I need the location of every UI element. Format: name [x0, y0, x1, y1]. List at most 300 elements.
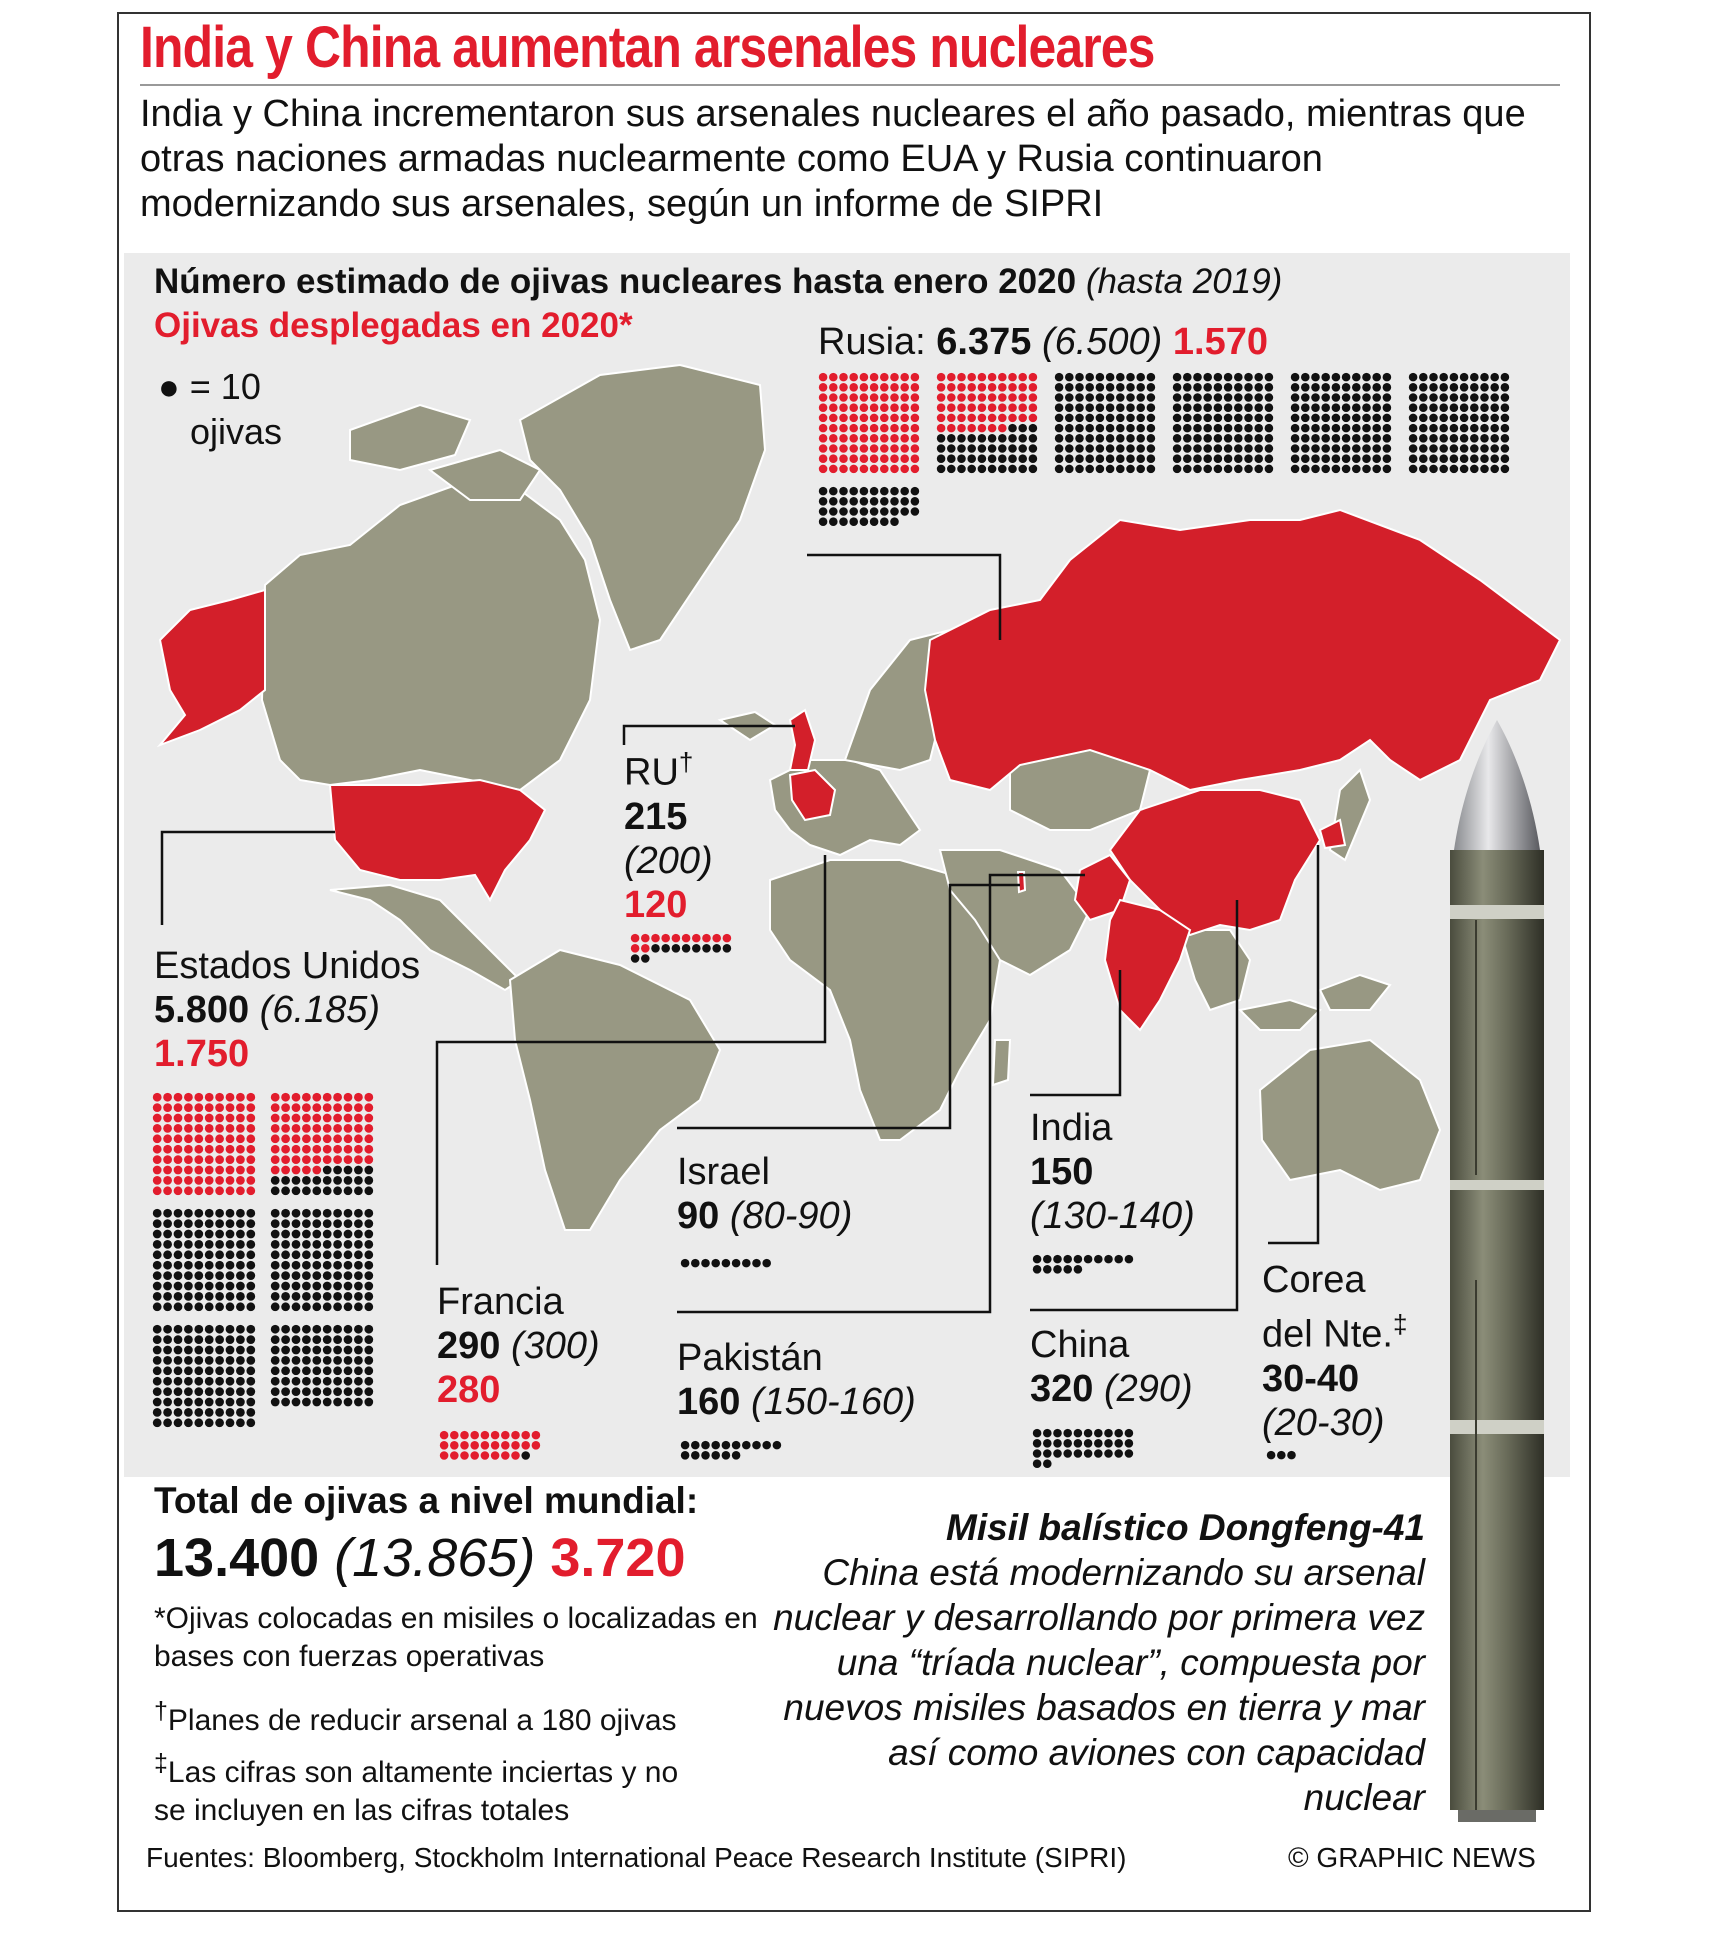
- warhead-dot-russia: [911, 403, 920, 412]
- warhead-dot-russia: [880, 487, 889, 496]
- warhead-dot-usa: [194, 1166, 203, 1175]
- warhead-dot-usa: [271, 1282, 280, 1291]
- warhead-dot-usa: [354, 1103, 363, 1112]
- warhead-dot-russia: [890, 465, 899, 474]
- warhead-dot-russia: [1008, 414, 1017, 423]
- warhead-dot-usa: [271, 1302, 280, 1311]
- warhead-dot-usa: [205, 1282, 214, 1291]
- warhead-dot-china: [1125, 1429, 1134, 1438]
- warhead-dot-usa: [205, 1398, 214, 1407]
- warhead-dot-pakistan: [681, 1451, 690, 1460]
- warhead-dot-usa: [312, 1093, 321, 1102]
- warhead-dot-usa: [344, 1176, 353, 1185]
- totals-label: Total de ojivas a nivel mundial:: [154, 1480, 699, 1521]
- warhead-dot-france: [491, 1431, 500, 1440]
- warhead-dot-usa: [271, 1271, 280, 1280]
- warhead-dot-usa: [236, 1408, 245, 1417]
- warhead-dot-russia: [1439, 414, 1448, 423]
- warhead-dot-usa: [153, 1398, 162, 1407]
- warhead-dot-russia: [1311, 393, 1320, 402]
- warhead-dot-usa: [163, 1240, 172, 1249]
- warhead-dot-usa: [246, 1418, 255, 1427]
- warhead-dot-usa: [153, 1166, 162, 1175]
- warhead-dot-russia: [1460, 383, 1469, 392]
- warhead-dot-russia: [890, 373, 899, 382]
- warhead-dot-usa: [194, 1271, 203, 1280]
- warhead-dot-russia: [911, 434, 920, 443]
- warhead-dot-russia: [911, 373, 920, 382]
- warhead-dot-usa: [354, 1335, 363, 1344]
- warhead-dot-russia: [947, 424, 956, 433]
- warhead-dot-usa: [246, 1302, 255, 1311]
- warhead-dot-usa: [312, 1114, 321, 1123]
- warhead-dot-russia: [1183, 434, 1192, 443]
- warhead-dot-usa: [174, 1103, 183, 1112]
- warhead-dot-usa: [205, 1124, 214, 1133]
- warhead-dot-usa: [333, 1114, 342, 1123]
- warhead-dot-usa: [292, 1335, 301, 1344]
- warhead-dot-russia: [1234, 414, 1243, 423]
- warhead-dot-russia: [1265, 403, 1274, 412]
- warhead-dot-russia: [1429, 444, 1438, 453]
- warhead-dot-russia: [819, 424, 828, 433]
- warhead-dot-pakistan: [711, 1441, 720, 1450]
- warhead-dot-usa: [344, 1155, 353, 1164]
- warhead-dot-pakistan: [691, 1441, 700, 1450]
- warhead-dot-russia: [1265, 383, 1274, 392]
- warhead-dot-russia: [839, 454, 848, 463]
- warhead-dot-russia: [1254, 465, 1263, 474]
- warhead-dot-usa: [323, 1219, 332, 1228]
- warhead-dot-usa: [271, 1230, 280, 1239]
- warhead-dot-russia: [1332, 465, 1341, 474]
- warhead-dot-russia: [1301, 454, 1310, 463]
- warhead-dot-usa: [302, 1335, 311, 1344]
- warhead-dot-pakistan: [691, 1451, 700, 1460]
- warhead-dot-russia: [967, 444, 976, 453]
- warhead-dot-russia: [1372, 383, 1381, 392]
- warhead-dot-russia: [1254, 454, 1263, 463]
- warhead-dot-usa: [153, 1292, 162, 1301]
- warhead-dot-usa: [302, 1377, 311, 1386]
- warhead-dot-russia: [1018, 414, 1027, 423]
- warhead-dot-russia: [900, 373, 909, 382]
- warhead-dot-india: [1043, 1255, 1052, 1264]
- warhead-dot-usa: [236, 1387, 245, 1396]
- warhead-dot-russia: [1126, 373, 1135, 382]
- warhead-dot-usa: [246, 1134, 255, 1143]
- warhead-dot-russia: [1075, 403, 1084, 412]
- warhead-dot-usa: [323, 1093, 332, 1102]
- warhead-dot-russia: [1085, 414, 1094, 423]
- warhead-dot-usa: [246, 1387, 255, 1396]
- warhead-dot-china: [1033, 1449, 1042, 1458]
- warhead-dot-russia: [1501, 424, 1510, 433]
- warhead-dot-russia: [978, 454, 987, 463]
- warhead-dot-usa: [174, 1186, 183, 1195]
- warhead-dot-russia: [1136, 454, 1145, 463]
- warhead-dot-usa: [184, 1176, 193, 1185]
- warhead-dot-usa: [246, 1377, 255, 1386]
- warhead-dot-russia: [819, 393, 828, 402]
- warhead-dot-usa: [184, 1124, 193, 1133]
- warhead-dot-usa: [302, 1219, 311, 1228]
- warhead-dot-russia: [1254, 373, 1263, 382]
- warhead-dot-russia: [957, 434, 966, 443]
- warhead-dot-usa: [312, 1261, 321, 1270]
- warhead-dot-usa: [226, 1250, 235, 1259]
- warhead-dot-russia: [860, 497, 869, 506]
- warhead-dot-usa: [354, 1209, 363, 1218]
- warhead-dot-russia: [880, 434, 889, 443]
- sources: Fuentes: Bloomberg, Stockholm International Peace Research Institute (SIPRI): [146, 1842, 1127, 1873]
- warhead-dot-russia: [890, 434, 899, 443]
- warhead-dot-russia: [1096, 465, 1105, 474]
- warhead-dot-usa: [281, 1335, 290, 1344]
- warhead-dot-russia: [1480, 373, 1489, 382]
- warhead-dot-russia: [1136, 434, 1145, 443]
- warhead-dot-usa: [271, 1250, 280, 1259]
- label-china: China 320 (290): [1030, 1324, 1193, 1410]
- warhead-dot-usa: [323, 1335, 332, 1344]
- warhead-dot-usa: [364, 1155, 373, 1164]
- warhead-dot-russia: [1029, 393, 1038, 402]
- warhead-dot-usa: [194, 1377, 203, 1386]
- warhead-dot-india: [1063, 1265, 1072, 1274]
- warhead-dot-russia: [819, 403, 828, 412]
- warhead-dot-usa: [302, 1366, 311, 1375]
- warhead-dot-china: [1084, 1439, 1093, 1448]
- warhead-dot-russia: [1234, 465, 1243, 474]
- warhead-dot-uk: [631, 934, 640, 943]
- warhead-dot-russia: [1383, 454, 1392, 463]
- warhead-dot-uk: [692, 934, 701, 943]
- warhead-dot-russia: [1332, 454, 1341, 463]
- warhead-dot-usa: [174, 1134, 183, 1143]
- warhead-dot-russia: [849, 487, 858, 496]
- warhead-dot-russia: [870, 383, 879, 392]
- warhead-dot-russia: [1362, 393, 1371, 402]
- warhead-dot-russia: [880, 444, 889, 453]
- warhead-dot-france: [521, 1441, 530, 1450]
- warhead-dot-russia: [967, 454, 976, 463]
- warhead-dot-usa: [312, 1103, 321, 1112]
- warhead-dot-russia: [870, 497, 879, 506]
- warhead-dot-russia: [1409, 465, 1418, 474]
- warhead-dot-china: [1043, 1449, 1052, 1458]
- warhead-dot-usa: [312, 1398, 321, 1407]
- warhead-dot-usa: [344, 1335, 353, 1344]
- warhead-dot-russia: [1193, 434, 1202, 443]
- warhead-dot-usa: [184, 1114, 193, 1123]
- warhead-dot-usa: [312, 1145, 321, 1154]
- warhead-dot-russia: [1214, 393, 1223, 402]
- warhead-dot-russia: [1203, 403, 1212, 412]
- warhead-dot-usa: [333, 1387, 342, 1396]
- warhead-dot-usa: [271, 1387, 280, 1396]
- warhead-dot-usa: [312, 1250, 321, 1259]
- warhead-dot-usa: [205, 1325, 214, 1334]
- warhead-dot-russia: [1126, 383, 1135, 392]
- warhead-dot-russia: [890, 393, 899, 402]
- warhead-dot-usa: [194, 1387, 203, 1396]
- warhead-dot-france: [491, 1451, 500, 1460]
- warhead-dot-usa: [292, 1302, 301, 1311]
- warhead-dot-usa: [312, 1282, 321, 1291]
- warhead-dot-usa: [354, 1292, 363, 1301]
- warhead-dot-usa: [354, 1134, 363, 1143]
- warhead-dot-uk: [712, 934, 721, 943]
- warhead-dot-russia: [1311, 373, 1320, 382]
- warhead-dot-russia: [1254, 444, 1263, 453]
- warhead-dot-russia: [1183, 465, 1192, 474]
- warhead-dot-israel: [701, 1259, 710, 1268]
- warhead-dot-russia: [1106, 444, 1115, 453]
- warhead-dot-usa: [281, 1134, 290, 1143]
- warhead-dot-usa: [246, 1325, 255, 1334]
- warhead-dot-usa: [281, 1387, 290, 1396]
- warhead-dot-russia: [1136, 403, 1145, 412]
- warhead-dot-usa: [312, 1209, 321, 1218]
- warhead-dot-usa: [312, 1292, 321, 1301]
- warhead-dot-usa: [302, 1292, 311, 1301]
- warhead-dot-usa: [354, 1346, 363, 1355]
- warhead-dot-russia: [1265, 424, 1274, 433]
- warhead-dot-usa: [246, 1250, 255, 1259]
- warhead-dot-russia: [947, 444, 956, 453]
- warhead-dot-russia: [1311, 465, 1320, 474]
- warhead-dot-usa: [281, 1377, 290, 1386]
- warhead-dot-usa: [153, 1366, 162, 1375]
- warhead-dot-usa: [302, 1124, 311, 1133]
- warhead-dot-russia: [1409, 454, 1418, 463]
- warhead-dot-usa: [364, 1325, 373, 1334]
- warhead-dot-usa: [302, 1093, 311, 1102]
- warhead-dot-russia: [1372, 373, 1381, 382]
- warhead-dot-usa: [226, 1335, 235, 1344]
- warhead-dot-russia: [819, 444, 828, 453]
- warhead-dot-usa: [271, 1155, 280, 1164]
- warhead-dot-russia: [978, 414, 987, 423]
- warhead-dot-russia: [1029, 414, 1038, 423]
- warhead-dot-usa: [364, 1114, 373, 1123]
- warhead-dot-russia: [1096, 414, 1105, 423]
- warhead-dot-russia: [819, 487, 828, 496]
- warhead-dot-usa: [323, 1292, 332, 1301]
- warhead-dot-usa: [281, 1261, 290, 1270]
- warhead-dot-russia: [1085, 424, 1094, 433]
- warhead-dot-russia: [911, 393, 920, 402]
- warhead-dot-russia: [1460, 393, 1469, 402]
- warhead-dot-russia: [849, 414, 858, 423]
- warhead-dot-russia: [900, 403, 909, 412]
- warhead-dot-usa: [205, 1240, 214, 1249]
- warhead-dot-russia: [1311, 383, 1320, 392]
- warhead-dot-usa: [364, 1302, 373, 1311]
- warhead-dot-russia: [1332, 444, 1341, 453]
- warhead-dot-usa: [281, 1093, 290, 1102]
- warhead-dot-russia: [890, 454, 899, 463]
- warhead-dot-russia: [1321, 424, 1330, 433]
- warhead-dot-china: [1125, 1439, 1134, 1448]
- warhead-dot-russia: [819, 414, 828, 423]
- warhead-dot-usa: [226, 1124, 235, 1133]
- warhead-dot-france: [511, 1451, 520, 1460]
- warhead-dot-russia: [1173, 444, 1182, 453]
- warhead-dot-russia: [900, 414, 909, 423]
- warhead-dot-india: [1033, 1265, 1042, 1274]
- warhead-dot-russia: [1450, 454, 1459, 463]
- warhead-dot-pakistan: [701, 1451, 710, 1460]
- dot-legend: ● = 10 ojivas: [158, 366, 283, 452]
- warhead-dot-russia: [1254, 383, 1263, 392]
- warhead-dot-russia: [1029, 424, 1038, 433]
- warhead-dot-usa: [226, 1387, 235, 1396]
- warhead-dot-russia: [978, 434, 987, 443]
- warhead-dot-usa: [281, 1346, 290, 1355]
- warhead-dot-russia: [1147, 454, 1156, 463]
- warhead-dot-russia: [978, 373, 987, 382]
- subtitle: India y China incrementaron sus arsenales nucleares el año pasado, mientras que otras naciones armadas nuclearmente como EUA y Rusia continuaron modernizando sus arsenales, según un informe de SIPRI: [140, 93, 1526, 225]
- warhead-dot-russia: [1193, 444, 1202, 453]
- warhead-dot-russia: [1214, 373, 1223, 382]
- warhead-dot-russia: [1065, 454, 1074, 463]
- warhead-dot-russia: [911, 507, 920, 516]
- warhead-dot-usa: [215, 1134, 224, 1143]
- warhead-dot-usa: [174, 1377, 183, 1386]
- warhead-dot-usa: [205, 1145, 214, 1154]
- warhead-dot-usa: [344, 1186, 353, 1195]
- warhead-dot-russia: [1085, 434, 1094, 443]
- warhead-dot-russia: [1409, 434, 1418, 443]
- warhead-dot-usa: [226, 1325, 235, 1334]
- warhead-dot-usa: [174, 1398, 183, 1407]
- warhead-dot-russia: [1214, 454, 1223, 463]
- warhead-dot-russia: [849, 424, 858, 433]
- warhead-dot-usa: [323, 1398, 332, 1407]
- warhead-dot-usa: [236, 1166, 245, 1175]
- warhead-dot-russia: [839, 414, 848, 423]
- warhead-dot-russia: [1501, 414, 1510, 423]
- warhead-dot-russia: [988, 393, 997, 402]
- warhead-dot-russia: [1029, 373, 1038, 382]
- warhead-dot-russia: [890, 487, 899, 496]
- warhead-dot-russia: [819, 434, 828, 443]
- warhead-dot-usa: [236, 1186, 245, 1195]
- warhead-dot-usa: [354, 1377, 363, 1386]
- warhead-dot-russia: [1193, 424, 1202, 433]
- warhead-dot-usa: [205, 1292, 214, 1301]
- warhead-dot-russia: [1183, 383, 1192, 392]
- warhead-dot-usa: [194, 1176, 203, 1185]
- warhead-dot-usa: [174, 1387, 183, 1396]
- warhead-dot-russia: [1490, 414, 1499, 423]
- warhead-dot-usa: [194, 1302, 203, 1311]
- warhead-dot-usa: [194, 1124, 203, 1133]
- warhead-dot-usa: [226, 1186, 235, 1195]
- warhead-dot-pakistan: [711, 1451, 720, 1460]
- warhead-dot-russia: [860, 383, 869, 392]
- warhead-dot-russia: [880, 507, 889, 516]
- label-india: India 150 (130-140): [1030, 1107, 1195, 1237]
- warhead-dot-russia: [1214, 424, 1223, 433]
- warhead-dot-russia: [988, 424, 997, 433]
- warhead-dot-russia: [1173, 383, 1182, 392]
- warhead-dot-russia: [978, 424, 987, 433]
- warhead-dot-russia: [1126, 414, 1135, 423]
- warhead-dot-usa: [236, 1282, 245, 1291]
- warhead-dot-russia: [1116, 393, 1125, 402]
- warhead-dot-russia: [1470, 465, 1479, 474]
- warhead-dot-usa: [215, 1302, 224, 1311]
- warhead-dot-usa: [174, 1356, 183, 1365]
- warhead-dot-usa: [281, 1325, 290, 1334]
- warhead-dot-russia: [1126, 465, 1135, 474]
- warhead-dot-russia: [1173, 414, 1182, 423]
- warhead-dot-russia: [1450, 465, 1459, 474]
- note-deployed: *Ojivas colocadas en misiles o localizadas en bases con fuerzas operativas: [154, 1602, 758, 1673]
- warhead-dot-russia: [839, 383, 848, 392]
- warhead-dot-usa: [344, 1166, 353, 1175]
- warhead-dot-china: [1063, 1429, 1072, 1438]
- warhead-dot-usa: [205, 1335, 214, 1344]
- warhead-dot-russia: [1429, 454, 1438, 463]
- warhead-dot-usa: [163, 1186, 172, 1195]
- warhead-dot-russia: [957, 414, 966, 423]
- warhead-dot-usa: [246, 1186, 255, 1195]
- warhead-dot-usa: [226, 1261, 235, 1270]
- warhead-dot-russia: [1106, 434, 1115, 443]
- warhead-dot-russia: [1429, 414, 1438, 423]
- warhead-dot-pakistan: [752, 1441, 761, 1450]
- warhead-dot-usa: [163, 1176, 172, 1185]
- warhead-dot-russia: [1470, 424, 1479, 433]
- warhead-dot-usa: [194, 1093, 203, 1102]
- warhead-dot-russia: [1419, 424, 1428, 433]
- warhead-dot-usa: [226, 1377, 235, 1386]
- warhead-dot-russia: [978, 383, 987, 392]
- warhead-dot-usa: [236, 1418, 245, 1427]
- warhead-dot-usa: [184, 1166, 193, 1175]
- warhead-dot-russia: [1352, 424, 1361, 433]
- warhead-dot-usa: [281, 1302, 290, 1311]
- warhead-dot-russia: [1291, 454, 1300, 463]
- warhead-dot-usa: [354, 1176, 363, 1185]
- warhead-dot-russia: [829, 424, 838, 433]
- warhead-dot-usa: [184, 1155, 193, 1164]
- warhead-dot-russia: [947, 434, 956, 443]
- warhead-dot-pakistan: [732, 1441, 741, 1450]
- warhead-dot-russia: [1008, 373, 1017, 382]
- warhead-dot-usa: [354, 1261, 363, 1270]
- warhead-dot-russia: [1055, 424, 1064, 433]
- warhead-dot-russia: [860, 517, 869, 526]
- warhead-dot-france: [450, 1451, 459, 1460]
- warhead-dot-russia: [1183, 373, 1192, 382]
- warhead-dot-usa: [364, 1209, 373, 1218]
- warhead-dot-russia: [1234, 383, 1243, 392]
- warhead-dot-usa: [215, 1124, 224, 1133]
- warhead-dot-russia: [849, 517, 858, 526]
- warhead-dot-russia: [1183, 444, 1192, 453]
- warhead-dot-usa: [226, 1176, 235, 1185]
- warhead-dot-russia: [1018, 454, 1027, 463]
- warhead-dot-india: [1033, 1255, 1042, 1264]
- warhead-dot-usa: [246, 1124, 255, 1133]
- warhead-dot-russia: [1372, 465, 1381, 474]
- warhead-dot-russia: [1065, 424, 1074, 433]
- warhead-dot-usa: [153, 1093, 162, 1102]
